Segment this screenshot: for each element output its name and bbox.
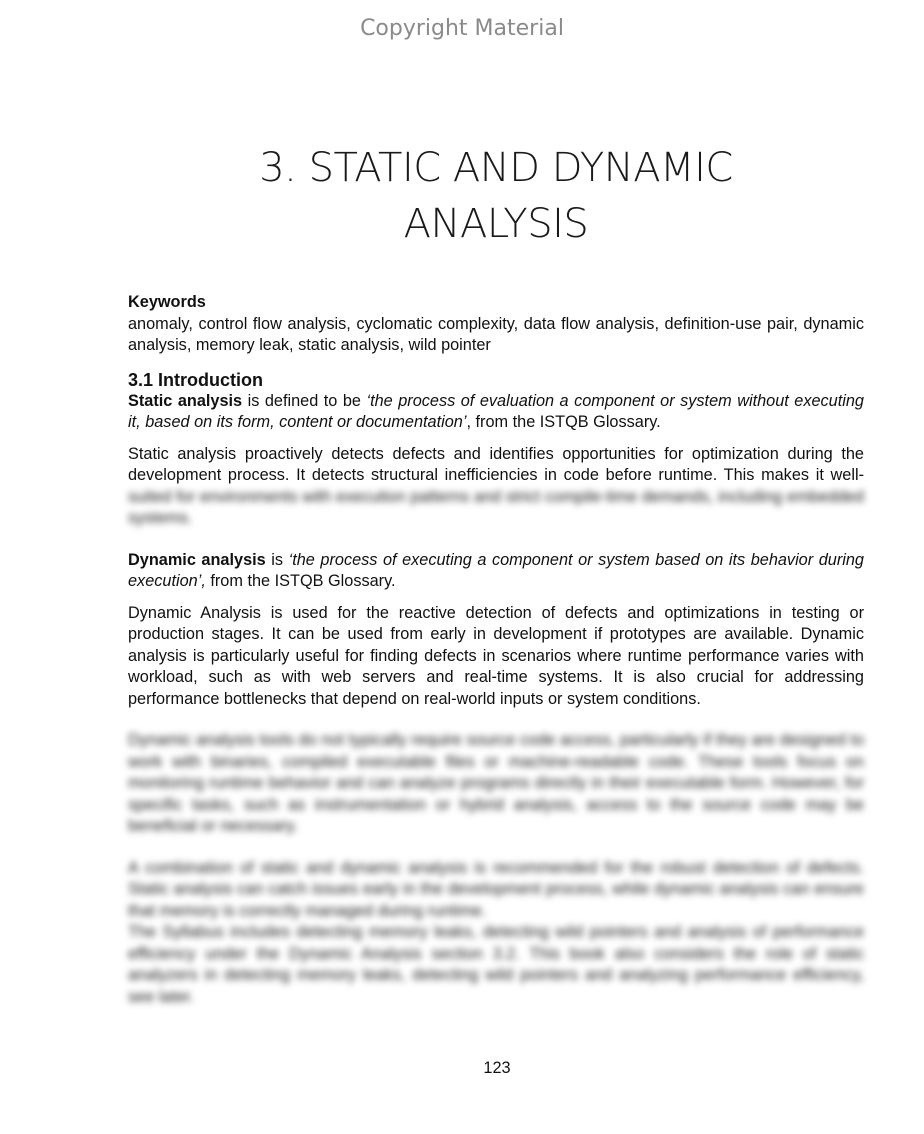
chapter-title — [0, 140, 924, 252]
static-def-tail: , from the ISTQB Glossary. — [466, 413, 661, 431]
static-def-mid: is defined to be — [242, 391, 367, 410]
blurred-paragraph-combination: A combination of static and dynamic analysis is recommended for the robust detection of defects. Static analysis can catch issues early in the development process, while dynamic analysis can ensure that memory is correctly managed during runtime. — [128, 858, 864, 920]
dynamic-paragraph: Dynamic Analysis is used for the reactive detection of defects and optimizations in testing or production stages. It can be used from early in development if prototypes are available. Dynamic analysis is particularly useful for finding defects in scenarios where runtime performance varies with workload, such as with web servers and real-time systems. It is also crucial for addressing performance bottlenecks that depend on real-world inputs or system conditions. — [128, 603, 864, 708]
page-number: 123 — [483, 1059, 511, 1077]
copyright-header: Copyright Material — [360, 16, 564, 41]
static-paragraph-visible: Static analysis proactively detects defects and identifies opportunities for optimization during the development process. It detects structural inefficiencies in code before runtime. This makes it well- — [128, 444, 864, 484]
static-def-quote: ‘the process of evaluation a component or system without executing it, based on its form, content or documentation’ — [128, 391, 864, 431]
chapter-title-line1: 3. STATIC AND DYNAMIC — [259, 145, 733, 191]
keywords-heading: Keywords — [128, 293, 206, 311]
dynamic-def-mid: is — [265, 550, 289, 569]
page-body — [128, 292, 864, 1008]
chapter-title-line2: ANALYSIS — [403, 201, 589, 247]
blurred-paragraph-syllabus: The Syllabus includes detecting memory leaks, detecting wild pointers and analysis of performance efficiency under the Dynamic Analysis section 3.2. This book also considers the role of static analyzers in detecting memory leaks, detecting wild pointers and analyzing performance efficiency, see later. — [128, 923, 864, 1006]
static-term: Static analysis — [128, 391, 243, 410]
dynamic-definition — [128, 550, 864, 593]
dynamic-def-quote: ‘the process of executing a component or system based on its behavior during execution’, — [128, 550, 864, 590]
blurred-paragraph-tools: Dynamic analysis tools do not typically require source code access, particularly if they are designed to work with binaries, compiled executable files or machine-readable code. These tools focus on monitoring runtime behavior and can analyze programs directly in their executable form. However, for specific tasks, such as instrumentation or hybrid analysis, access to the source code may be beneficial or necessary. — [128, 731, 864, 835]
static-definition — [128, 391, 864, 434]
static-paragraph-blurred: suited for environments with execution patterns and strict compile-time demands, including embedded systems. — [128, 487, 864, 527]
keywords-list: anomaly, control flow analysis, cyclomatic complexity, data flow analysis, definition-use pair, dynamic analysis, memory leak, static analysis, wild pointer — [128, 314, 864, 354]
static-paragraph — [128, 444, 864, 530]
dynamic-term: Dynamic analysis — [128, 550, 266, 569]
section-heading: 3.1 Introduction — [128, 369, 263, 390]
dynamic-def-tail: from the ISTQB Glossary. — [205, 572, 396, 590]
